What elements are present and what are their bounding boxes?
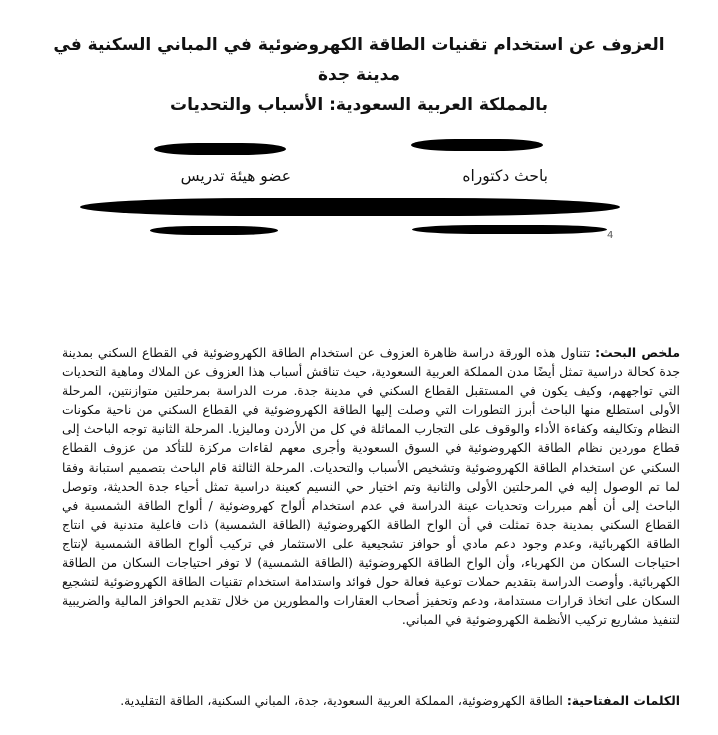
abstract-text: تتناول هذه الورقة دراسة ظاهرة العزوف عن استخدام الطاقة الكهروضوئية في القطاع السكني بمدينة جدة كحالة دراسية تمثل أيضًا مدن المملكة العربية السعودية، حيث تناقش أسباب هذا العزوف عن الملاك وماهية التحديات التي تواجههم، وكيف يكون في المستقبل القطاع السكني في مدينة جدة. مرت الدراسة بمرحلتين متوازنتين، المرحلة الأولى استطلع منها الباحث أبرز التطورات التي وصلت إليها الطاقة الكهروضوئية في القطاع السكني من ناحية مكونات النظام وتكاليفه وكفاءة الأداء والوقوف على التجارب المماثلة في كل من الأردن وماليزيا. المرحلة الثانية توجه الباحث إلى قطاع موردين نظام الطاقة الكهروضوئية في السوق السعودية وأجرى معهم لقاءات مركزة للتأكد من عزوف القطاع السكني عن استخدام الطاقة الكهروضوئية وتشخيص الأسباب والتحديات. المرحلة الثالثة قام الباحث بتصميم استبانة وفقا لما تم الوصول إليه في المرحلتين الأولى والثانية وتم اختيار حي النسيم كعينة دراسية تمثل أحياء جدة الحديثة، وتوصل الباحث إلى أن أهم مبررات وتحديات عينة الدراسة في عدم استخدام ألواح كهروضوئية / ألواح الطاقة الشمسية في القطاع السكني بمدينة جدة تمثلت في أن الواح الطاقة الكهروضوئية (الطاقة الشمسية) ذات فاعلية متدنية في انتاج الطاقة الكهربائية، وعدم وجود دعم مادي أو حوافز تشجيعية على الاستثمار في تركيب ألواح الطاقة الشمسية لإنتاج احتياجات السكان من الكهرباء، وأن الواح الطاقة الكهروضوئية (الطاقة الشمسية) لا توفر احتياجات السكان من الطاقة الكهربائية. وأوصت الدراسة بتقديم حملات توعية فعالة حول فوائد واستدامة استخدام تقنيات الطاقة الكهروضوئية لتشجيع السكان على اتخاذ قرارات مستدامة، ودعم وتحفيز أصحاب العقارات والمطورين من خلال تقديم الحوافز المالية والضريبية لتنفيذ مشاريع تركيب الأنظمة الكهروضوئية في المباني. <box>62 345 680 628</box>
title-line-1: العزوف عن استخدام تقنيات الطاقة الكهروضوئية في المباني السكنية في مدينة جدة <box>53 35 665 85</box>
abstract-label: ملخص البحث: <box>595 345 680 360</box>
email-fragment: 4 <box>607 230 614 241</box>
keywords-label: الكلمات المفتاحية: <box>566 693 680 708</box>
author-role-left: عضو هيئة تدريس <box>180 167 291 185</box>
redacted-email-left <box>150 226 278 235</box>
title-line-2: بالمملكة العربية السعودية: الأسباب والتحديات <box>170 95 548 115</box>
redacted-author-name-left <box>154 143 286 155</box>
keywords <box>62 691 680 710</box>
abstract <box>62 343 680 629</box>
author-role-right: باحث دكتوراه <box>462 167 548 185</box>
keywords-text: الطاقة الكهروضوئية، المملكة العربية السعودية، جدة، المباني السكنية، الطاقة التقليدية. <box>120 693 563 708</box>
redacted-author-name-right <box>411 139 543 151</box>
redacted-email-right <box>412 225 607 234</box>
redacted-affiliation <box>80 198 620 216</box>
paper-title <box>40 30 678 120</box>
